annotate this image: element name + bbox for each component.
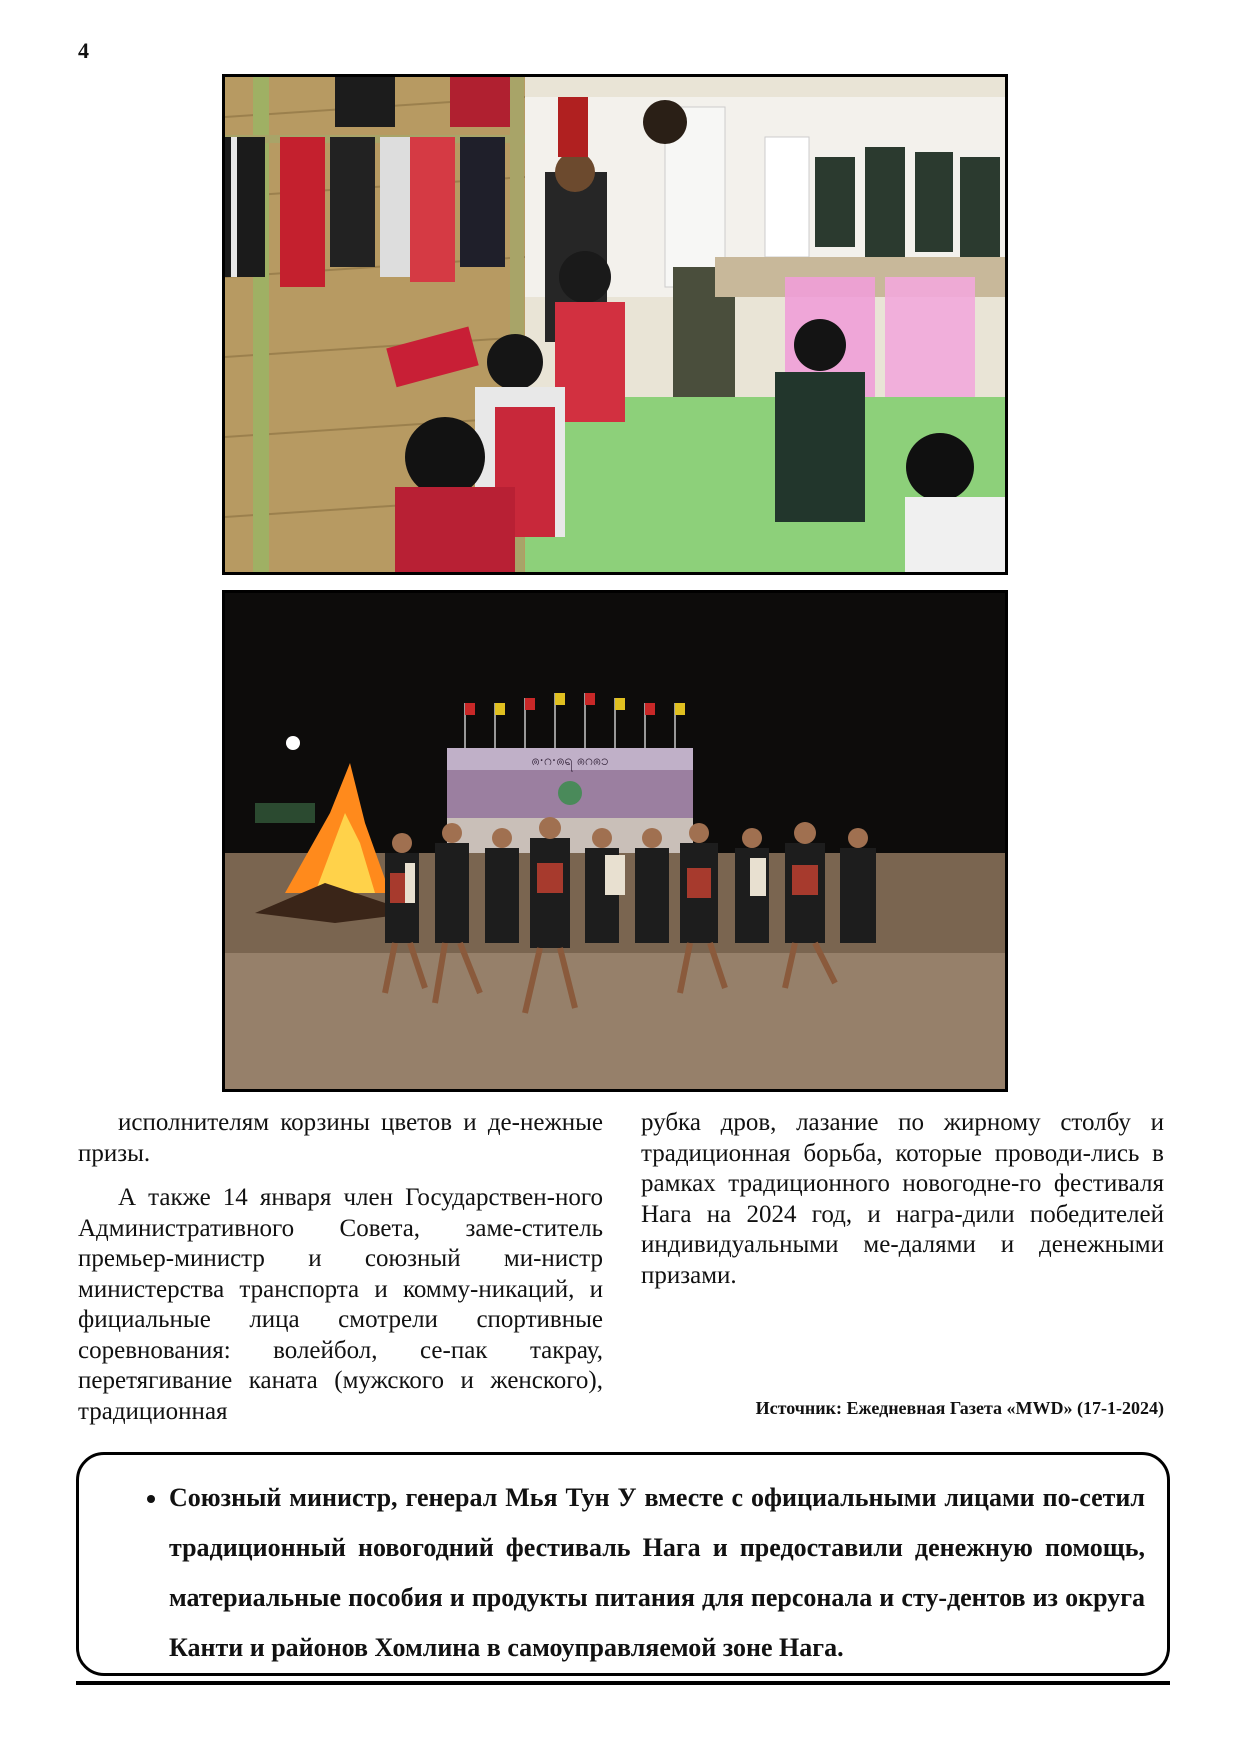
article-column-left (78, 1108, 603, 1427)
photo-night-dance-image (225, 593, 1005, 1089)
photo-weaving-visit-image (225, 77, 1005, 572)
article-paragraph: рубка дров, лазание по жирному столбу и традиционная борьба, которые проводи-лись в рамках традиционного новогодне-го фестиваля Нага на 2024 год, и награ-дили победителей индивидуальными ме-далями и денежными призами. (641, 1109, 1164, 1289)
summary-bullet: • Союзный министр, генерал Мья Тун У вместе с официальными лицами по-сетил традиционный новогодний фестиваль Нага и предоставили денежную помощь, материальные пособия и продукты питания для персонала и сту-дентов из округа Канти и районов Хомлина в самоуправляемой зоне Нага. (169, 1473, 1145, 1673)
banner-text: ၐ·ဂ·ၐရ ၐဂၐ၁ (531, 753, 609, 769)
page-number: 4 (78, 38, 89, 63)
article-paragraph: исполнителям корзины цветов и де-нежные призы. (78, 1109, 603, 1167)
source-credit: Источник: Ежедневная Газета «MWD» (17-1-2024) (755, 1398, 1164, 1418)
photo-weaving-visit (222, 74, 1008, 575)
article-paragraph: А также 14 января член Государствен-ного Административного Совета, заме-ститель премьер-министр и союзный ми-нистр министерства транспорта и комму-никаций, и фициальные лица смотрели спортивные соревнования: волейбол, се-пак такрау, перетягивание каната (мужского и женского), традиционная (78, 1184, 603, 1425)
photo-night-dance (222, 590, 1008, 1092)
summary-box (76, 1452, 1170, 1676)
bottom-rule (76, 1681, 1170, 1685)
article-column-right (641, 1108, 1164, 1291)
